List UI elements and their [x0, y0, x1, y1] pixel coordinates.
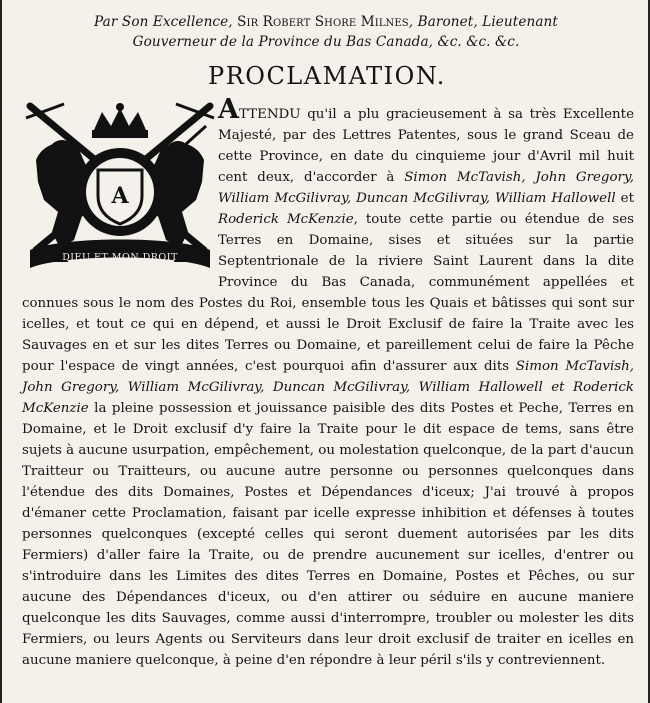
body-text-1: TTENDU qu'il a plu gracieusement à sa très Excellente Majesté, par des Lettres Patentes, sous le grand Sceau de cette Province, en date du cinquieme jour d'Avril mil huit cent deux, d'accorder à — [218, 107, 634, 185]
proclamation-body — [22, 94, 635, 671]
grantee-names-3: Simon McTavish, John Gregory, William McGilivray, Duncan McGilivray, William Hallowell et Roderick McKenzie — [22, 359, 635, 416]
shield-letter: A — [111, 183, 129, 209]
body-text-3: , toute cette partie ou étendue de ses Terres en Domaine, sises et situées sur la partie Septentrionale de la riviere Saint Laurent dans la dite Province du Bas Canada, communément appellées et connues sous le nom des Postes du Roi, ensemble tous les Quais et bâtisses qui sont sur icelles, et tout ce qui en dépend, et aussi le Droit Exclusif de faire la Traite avec les Sauvages en et sur les dites Terres ou Domaine, et pareillement celui de faire la Pêche pour l'espace de vingt années, c'est pourquoi afin d'assurer aux dits — [22, 212, 634, 374]
heading-governor-name: Sir Robert Shore Milnes — [237, 14, 409, 30]
seal-motto: DIEU ET MON DROIT — [62, 252, 178, 263]
proclamation-paragraph — [22, 94, 635, 671]
body-text-2: et — [615, 191, 634, 206]
proclamation-title: PROCLAMATION. — [208, 62, 446, 90]
proclamation-heading — [14, 12, 638, 52]
body-text-4: la pleine possession et jouissance paisible des dits Postes et Peche, Terres en Domaine, et le Droit exclusif d'y faire la Traite pour le dit espace de tems, sans être sujets à aucune usurpation, empêchement, ou molestation quelconque, de la part d'aucun Traitteur ou Traitteurs, ou aucune autre personne ou personnes quelconques dans l'étendue des dits Domaines, Postes et Dépendances d'iceux; J'ai trouvé à propos d'émaner cette Proclamation, faisant par icelle expresse inhibition et défenses à toutes personnes quelconques (excepté celles qui seront duement autorisées par les dits Fermiers) d'aller faire la Traite, ou de prendre aucunement sur icelles, d'entrer ou s'introduire dans les Limites des dites Terres en Domaine, Postes et Pêches, ou sur aucune des Dépendances d'iceux, ou d'en attirer ou séduire en aucune maniere quelconque les dits Sauvages, comme aussi d'interrompre, troubler ou molester les dits Fermiers, ou leurs Agents ou Serviteurs dans leur droit exclusif de traiter en icelles en aucune maniere quelconque, à peine d'en répondre à leur péril s'ils y contreviennent. — [22, 401, 634, 668]
heading-prefix: Par Son Excellence, — [94, 14, 238, 30]
heading-suffix: , Baronet, Lieutenant — [408, 14, 558, 30]
grantee-names-2: Roderick McKenzie — [218, 212, 354, 227]
heading-line-2: Gouverneur de la Province du Bas Canada, &c. &c. &c. — [132, 34, 520, 50]
seal-space — [22, 100, 218, 278]
heading-line-1 — [14, 12, 638, 32]
grantee-names-1: Simon McTavish, John Gregory, William McGilivray, Duncan McGilivray, William Hallowell — [218, 170, 634, 206]
drop-cap: A — [218, 94, 239, 125]
